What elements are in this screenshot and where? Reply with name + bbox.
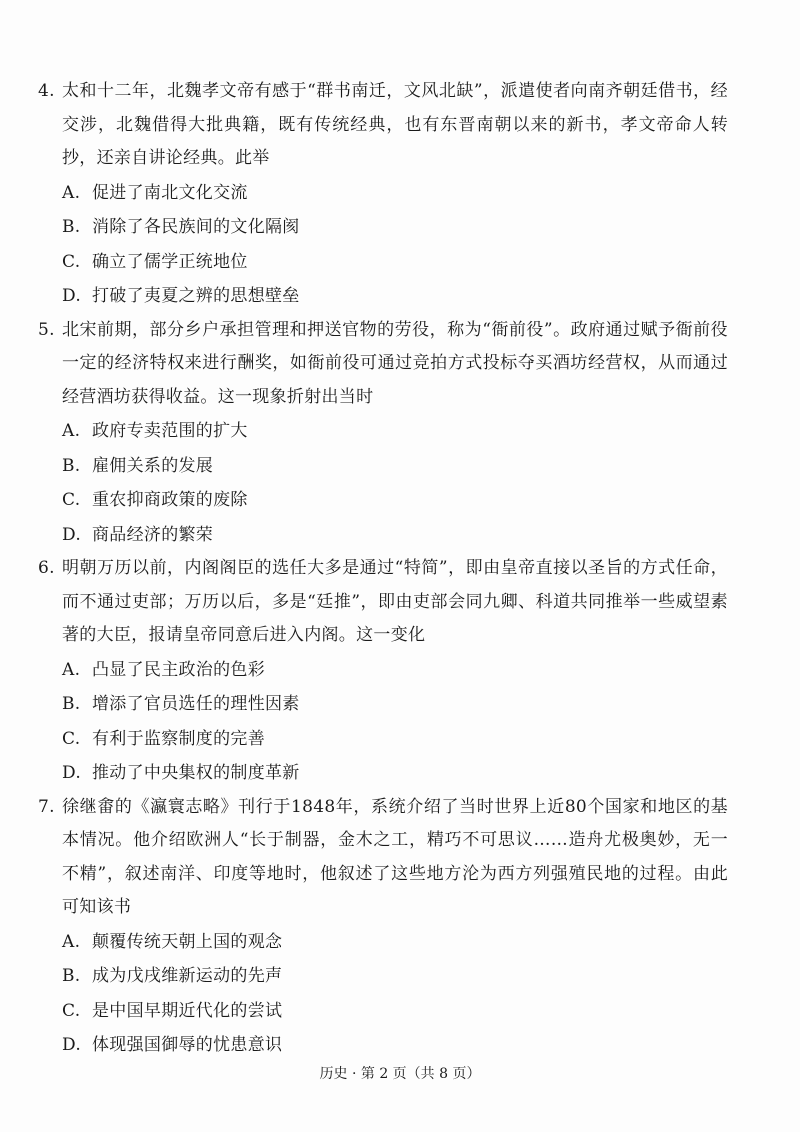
option-letter: B. [62,694,81,714]
option-letter: D. [62,524,82,545]
option-text: 政府专卖范围的扩大 [92,421,248,441]
question-number: 6. [38,558,55,578]
option-text: 打破了夷夏之辨的思想壁垒 [92,286,300,306]
question-stem [38,75,728,176]
question-number: 5. [38,319,55,340]
option-list [38,653,728,791]
question-4 [38,75,728,314]
option-list [38,176,728,314]
option-letter: C. [62,490,81,510]
question-text: 太和十二年，北魏孝文帝有感于“群书南迁，文风北缺”，派遣使者向南齐朝廷借书，经交涉，北魏借得大批典籍，既有传统经典，也有东晋南朝以来的新书，孝文帝命人转抄，还亲自讲论经典。此举 [62,81,728,168]
option-b[interactable] [38,687,728,722]
option-text: 是中国早期近代化的尝试 [92,1000,283,1021]
option-letter: A. [62,659,81,680]
option-b[interactable] [38,210,728,245]
question-list [38,75,728,1063]
option-letter: B. [62,966,81,986]
option-letter: C. [62,728,81,749]
option-letter: A. [62,421,81,441]
option-b[interactable] [38,959,728,994]
option-b[interactable] [38,449,728,484]
question-text: 徐继畬的《瀛寰志略》刊行于1848年，系统介绍了当时世界上近80个国家和地区的基本情况。他介绍欧洲人“长于制器，金木之工，精巧不可思议……造舟尤极奥妙，无一不精”，叙述南洋、印度等地时，他叙述了这些地方沦为西方列强殖民地的过程。由此可知该书 [62,796,728,917]
option-letter: A. [62,182,81,203]
option-text: 消除了各民族间的文化隔阂 [92,217,300,237]
option-letter: B. [62,217,81,237]
option-d[interactable] [38,518,728,553]
option-text: 有利于监察制度的完善 [92,728,265,749]
option-c[interactable] [38,722,728,757]
option-c[interactable] [38,245,728,280]
option-list [38,925,728,1063]
option-text: 重农抑商政策的废除 [92,490,248,510]
option-text: 促进了南北文化交流 [92,182,248,203]
question-number: 4. [38,81,55,101]
option-d[interactable] [38,1028,728,1063]
option-c[interactable] [38,483,728,518]
option-letter: D. [62,763,82,783]
option-letter: D. [62,286,82,306]
question-6 [38,552,728,791]
question-text: 北宋前期，部分乡户承担管理和押送官物的劳役，称为“衙前役”。政府通过赋予衙前役一定的经济特权来进行酬奖，如衙前役可通过竞拍方式投标夺买酒坊经营权，从而通过经营酒坊获得收益。这一现象折射出当时 [62,319,728,407]
question-stem [38,552,728,653]
option-letter: D. [62,1035,82,1055]
option-text: 成为戊戌维新运动的先声 [92,966,283,986]
option-text: 推动了中央集权的制度革新 [92,763,300,783]
question-7 [38,791,728,1063]
option-text: 增添了官员选任的理性因素 [92,694,300,714]
option-letter: A. [62,931,81,952]
option-a[interactable] [38,925,728,960]
option-text: 商品经济的繁荣 [92,524,214,545]
option-list [38,414,728,552]
option-text: 确立了儒学正统地位 [92,251,248,272]
page-footer: 历史 · 第 2 页（共 8 页） [319,1066,481,1082]
option-c[interactable] [38,994,728,1029]
option-d[interactable] [38,279,728,314]
question-5 [38,314,728,553]
option-text: 雇佣关系的发展 [92,455,214,476]
option-letter: C. [62,1000,81,1021]
option-a[interactable] [38,176,728,211]
option-text: 体现强国御辱的忧患意识 [92,1035,283,1055]
option-letter: C. [62,251,81,272]
option-letter: B. [62,455,81,476]
option-d[interactable] [38,756,728,791]
question-number: 7. [38,796,55,817]
question-stem [38,314,728,415]
question-text: 明朝万历以前，内阁阁臣的选任大多是通过“特简”，即由皇帝直接以圣旨的方式任命，而不通过吏部；万历以后，多是“廷推”，即由吏部会同九卿、科道共同推举一些威望素著的大臣，报请皇帝同意后进入内阁。这一变化 [62,558,728,645]
option-a[interactable] [38,414,728,449]
option-text: 凸显了民主政治的色彩 [92,659,265,680]
option-text: 颠覆传统天朝上国的观念 [92,931,283,952]
option-a[interactable] [38,653,728,688]
question-stem [38,791,728,925]
